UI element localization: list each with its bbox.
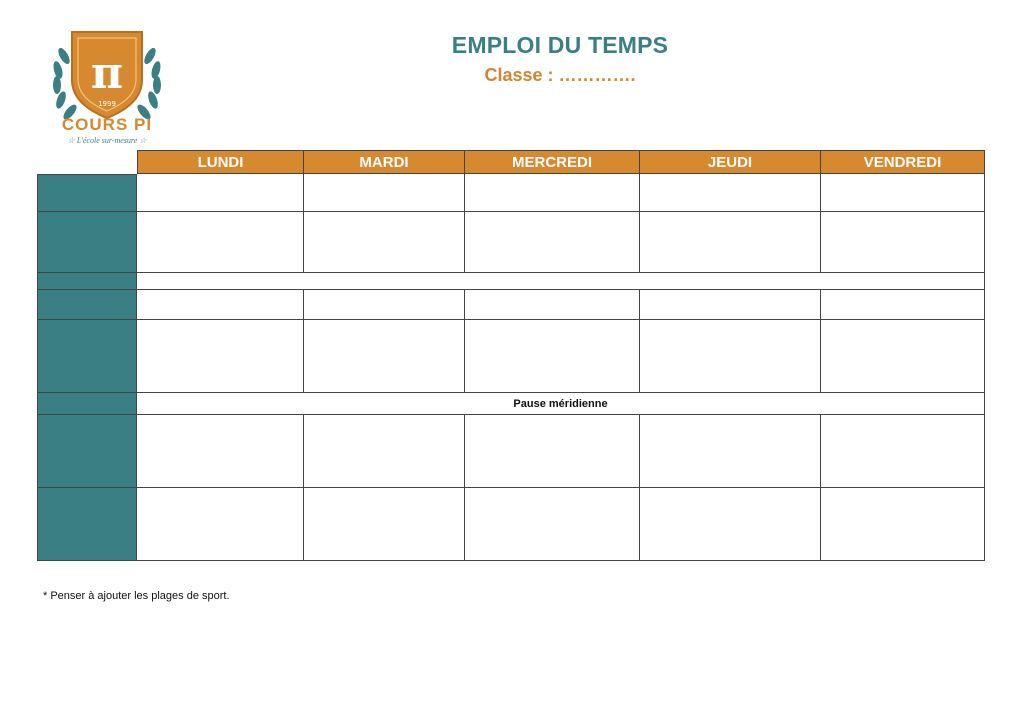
schedule-cell[interactable] <box>304 290 465 320</box>
schedule-cell[interactable] <box>137 174 304 212</box>
time-slot-cell[interactable] <box>37 273 137 290</box>
svg-text:COURS PI: COURS PI <box>61 115 153 134</box>
schedule-cell[interactable] <box>465 174 640 212</box>
day-header-tuesday: MARDI <box>304 150 465 174</box>
day-header-friday: VENDREDI <box>821 150 985 174</box>
schedule-cell[interactable] <box>821 174 985 212</box>
schedule-cell[interactable] <box>465 290 640 320</box>
time-slot-cell[interactable] <box>37 415 137 488</box>
day-header-monday: LUNDI <box>137 150 304 174</box>
schedule-cell[interactable] <box>821 415 985 488</box>
day-header-wednesday: MERCREDI <box>465 150 640 174</box>
svg-text:π: π <box>90 48 124 99</box>
time-slot-cell[interactable] <box>37 488 137 561</box>
break-row[interactable] <box>137 273 985 290</box>
schedule-cell[interactable] <box>137 488 304 561</box>
schedule-cell[interactable] <box>465 212 640 273</box>
schedule-cell[interactable] <box>640 415 821 488</box>
schedule-cell[interactable] <box>640 488 821 561</box>
schedule-cell[interactable] <box>137 290 304 320</box>
lunch-break-row: Pause méridienne <box>137 393 985 415</box>
page-title: EMPLOI DU TEMPS <box>451 32 669 58</box>
schedule-cell[interactable] <box>821 320 985 393</box>
document-header <box>360 30 760 87</box>
cours-pi-logo <box>44 22 170 148</box>
schedule-cell[interactable] <box>304 320 465 393</box>
schedule-cell[interactable] <box>640 320 821 393</box>
schedule-cell[interactable] <box>465 320 640 393</box>
schedule-cell[interactable] <box>821 488 985 561</box>
time-slot-cell[interactable] <box>37 393 137 415</box>
schedule-cell[interactable] <box>465 415 640 488</box>
day-header-thursday: JEUDI <box>640 150 821 174</box>
class-label: Classe : …………. <box>484 65 636 85</box>
schedule-cell[interactable] <box>465 488 640 561</box>
time-slot-cell[interactable] <box>37 174 137 212</box>
schedule-cell[interactable] <box>821 290 985 320</box>
time-slot-cell[interactable] <box>37 290 137 320</box>
schedule-cell[interactable] <box>137 415 304 488</box>
schedule-cell[interactable] <box>304 415 465 488</box>
svg-text:☆ L'école sur-mesure ☆: ☆ L'école sur-mesure ☆ <box>67 136 147 145</box>
schedule-cell[interactable] <box>304 212 465 273</box>
schedule-cell[interactable] <box>137 212 304 273</box>
time-slot-cell[interactable] <box>37 320 137 393</box>
schedule-cell[interactable] <box>640 174 821 212</box>
schedule-cell[interactable] <box>640 290 821 320</box>
schedule-cell[interactable] <box>304 174 465 212</box>
footnote: * Penser à ajouter les plages de sport. <box>43 590 230 602</box>
svg-text:1999: 1999 <box>98 100 116 108</box>
timetable-grid <box>37 150 986 561</box>
schedule-cell[interactable] <box>821 212 985 273</box>
corner-cell <box>37 150 137 174</box>
schedule-cell[interactable] <box>137 320 304 393</box>
schedule-cell[interactable] <box>304 488 465 561</box>
schedule-cell[interactable] <box>640 212 821 273</box>
time-slot-cell[interactable] <box>37 212 137 273</box>
